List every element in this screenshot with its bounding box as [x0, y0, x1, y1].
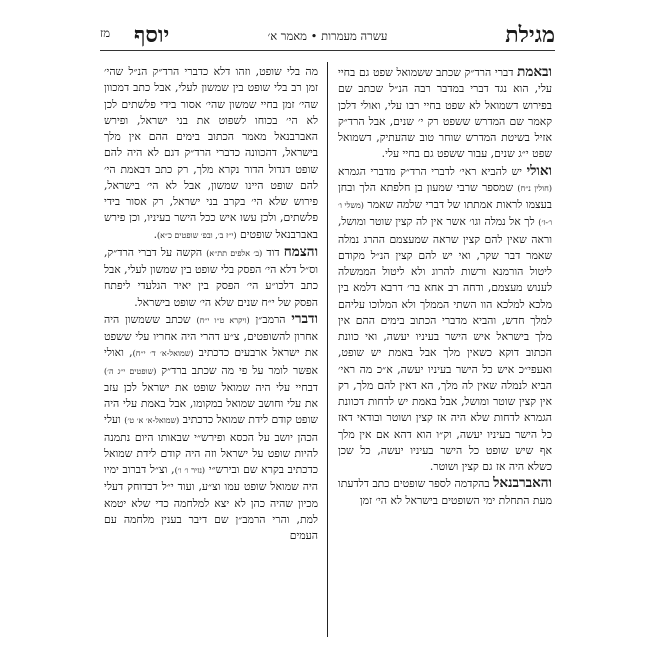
- paragraph-keyword: והאברבנאל: [493, 475, 552, 492]
- source-citation: (שופטים י״ג ה׳): [104, 366, 157, 376]
- paragraph-text: הקשה על דברי הרד״ק, וס״ל דלא הי׳ הפסק בלי שופט בין שמשון לעלי, אבל כתב דלכו״ע הי׳ הפסק בין יאיר הגלעדי ליפתח הפסק של י״ח שנים שלא הי׳ שופט בישראל.: [104, 245, 318, 309]
- source-citation: (ויקרא ט״ו י״ח): [196, 315, 250, 325]
- left-text-column: [104, 64, 318, 638]
- source-citation: (שמואל-א׳ א׳ ט׳): [124, 416, 180, 426]
- paragraph: [104, 311, 318, 545]
- running-header: [100, 20, 555, 48]
- paragraph: [104, 64, 318, 244]
- paragraph-text: דבחיי עלי היה שמואל שופט את ישראל לכן עזב את עלי וחושב שמואל במקומו, אבל באמת עלי היה שופט קודם לידת שמואל כדכתיב: [104, 380, 318, 427]
- paragraph-keyword: ודברי: [291, 310, 318, 327]
- header-book-word-left: יוסף: [134, 22, 170, 48]
- paragraph-text: מה בלי שופט, וזהו דלא כדברי הרד״ק הנ״ל שהי׳ זמן רב בלי שופט בין שמשון לעלי, אבל כתב דמכוון שהי׳ זמן בחיי שמשון שהי׳ אסור בידי פלשתים לכן לא הי׳ בכוחו לשפוט את בני ישראל, ופירש האברבנאל מאמר הכתוב בימים ההם אין מלך בישראל, דהכוונה כדברי הרד״ק דגם לא היה להם שופט דגדול הדור נקרא מלך, רק כתב דבאמת הי׳ להם שופט היינו שמשון, אבל לא הי׳ בישראל, פירוש שלא הי׳ בקרב בני ישראל, רק אסור בידי פלשתים, ולכן עשו איש ככל הישר בעיניו, וכן פירש באברבנאל שופטים: [104, 65, 318, 241]
- paragraph: [338, 64, 552, 163]
- source-citation: (ב׳ אלפים תת״א): [206, 248, 263, 258]
- paragraph-text: , וצ״ל דברוב ימיו היה שמואל שופט עמו וצ״ע, ועוד י״ל דבדוחק דעלי מכיון שהיה כהן לא יצא למלחמה כדי שלא יטמא למת, והרי הרמב״ן שם דיבר בענין מלחמה עם העמים: [104, 463, 318, 542]
- paragraph-keyword: והצמח: [283, 243, 318, 260]
- source-citation: (שמואל-א׳ ד׳ י״ח): [132, 349, 194, 359]
- paragraph-text: יש להביא ראי׳ לדברי הרד״ק מדברי הגמרא: [338, 164, 527, 178]
- source-citation: (נזיר ו׳ ו׳): [174, 466, 206, 475]
- paragraph-text: לך אל נמלה וגו׳ אשר אין לה קצין שוטר ומושל, וראה שאין להם קצין שראה שמעצמם ההרג נמלה שאמר דבר שקר, ואי יש להם קצין הנ״ל מקודם ליטול הורמנא ורשות להרוג ולא ליטול הממשלה לענוש מעצמם, ודחה רב אחא בר׳ דרבא דלמא בין מלכא למלכא הוו השתי הממלך ולא המלוכו עליהם למלך חדש, והביא מדברי הכתוב בימים ההם אין מלך בישראל איש הישר בעיניו יעשה, ואי כוונת הכתוב דוקא כשאין מלך אבל באמת יש שופט, ואעפי״כ איש כל הישר בעיניו יעשה, א״כ מה ראי׳ הביא לנמלה שאין לה מלך, הא דאין להם מלך, רק אין קצין שוטר ומושל, אבל באמת יש לדחות דכוונת הגמרא לדחות שלא היה אז קצין ושוטר ובודאי דאז כל הישר בעיניו יעשה, וק״ו הוא דהא אם אין מלך אף שיש שופט כל הישר בעיניו יעשה, כל שכן כשלא היה אז גם קצין ושוטר.: [338, 215, 552, 473]
- paragraph-text: ועלי הכהן יושב על הכסא ופירש״י שבאותו היום נתמנה להיות שופט על ישראל וזה היה קודם לידת שמואל כדכתיב בקרא שם ובירש״י: [104, 413, 318, 476]
- paragraph-text: .: [153, 227, 157, 241]
- paragraph: [104, 244, 318, 311]
- right-text-column: [338, 64, 552, 638]
- paragraph-keyword: ובאמת: [517, 64, 552, 80]
- paragraph-text: , ואולי אפשר לומר על פי מה שכתב ברד״ק: [104, 346, 318, 377]
- paragraph-text: בהקדמה לספר שופטים כתב דלדעתו מעת התחלת ימי השופטים בישראל לא הי׳ זמן: [338, 477, 552, 507]
- paragraph-text: דברי הרד״ק שכתב ששמואל שפט גם בחיי עלי, הוא נגד דברי במדבר רבה הנ״ל שכתב שם בפירוש דשמואל לא שפט בחיי רבו עלי, ואולי דלכן קאמר שם המדרש ששפט רק י׳ שנים, אבל הרד״ק אזיל בשיטת המדרש שוחר טוב שהעתיק, דשמואל שפט י״ג שנים, עבור ששפט גם בחיי עלי.: [338, 66, 552, 161]
- paragraph-keyword: ואולי: [526, 162, 552, 179]
- page-number: מז: [100, 26, 111, 40]
- column-divider: [327, 62, 328, 637]
- header-rule: [100, 50, 555, 51]
- source-citation: (י״ז ב׳, ובפ׳ שופטים כ״א): [157, 230, 237, 240]
- header-book-word-right: מגילת: [505, 22, 555, 48]
- header-section-title: עשרה מעמרות • מאמר א׳: [267, 29, 388, 43]
- paragraph: [338, 475, 552, 509]
- source-citation: (חולין נ״ח): [517, 183, 552, 193]
- paragraph-text: שכתב ששמשון היה אחרון להשופטים, צ״ע דהרי היה אחריו עלי ששפט את ישראל ארבעים כדכתיב: [104, 312, 318, 360]
- paragraph-text: הרמב״ן: [249, 312, 292, 326]
- paragraph: [338, 163, 552, 476]
- paragraph-text: שמספר שרבי שמעון בן חלפתא הלך ובחן בעצמו לראות אמתתו של דברי שלמה שאמר: [338, 180, 552, 211]
- paragraph-text: דוד: [262, 245, 284, 259]
- source-citation: (משלי ו׳ ו׳-ז׳): [338, 201, 552, 228]
